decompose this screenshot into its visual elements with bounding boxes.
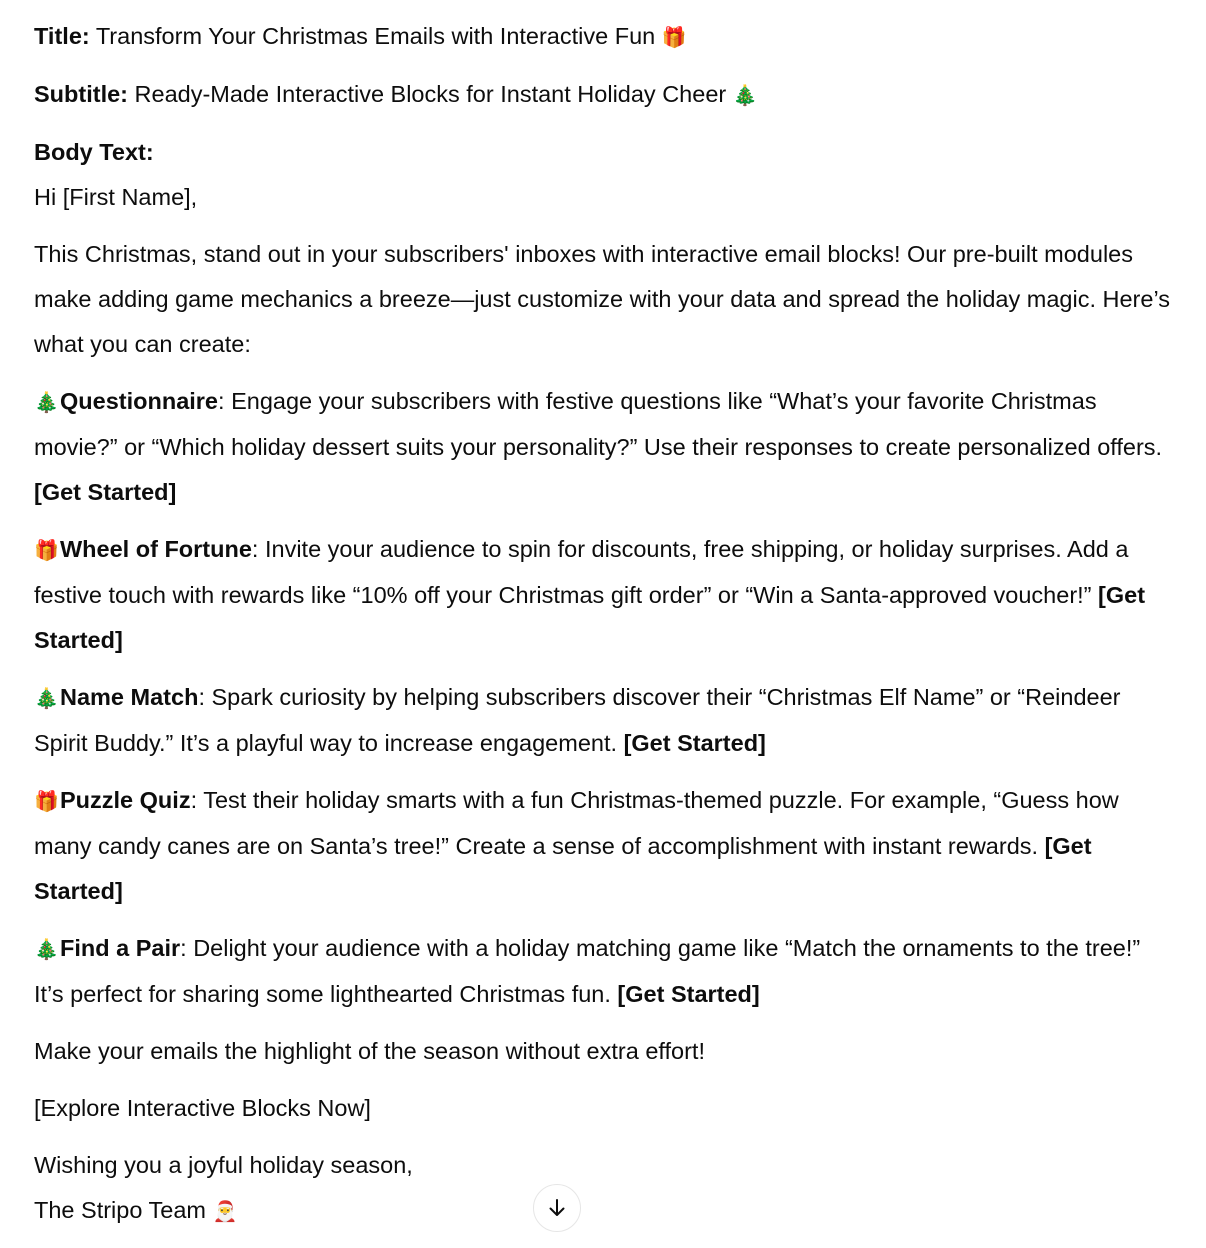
closing-line: Make your emails the highlight of the season without extra effort! (34, 1038, 705, 1064)
get-started-link[interactable]: [Get Started] (34, 833, 1092, 904)
santa-icon: 🎅 (212, 1199, 238, 1223)
gift-icon: 🎁 (34, 789, 59, 813)
message-content (34, 14, 1174, 1234)
intro-paragraph: This Christmas, stand out in your subscribers' inboxes with interactive email blocks! Our pre-built modules make adding game mechanics a breeze—just customize with your data and spread the holiday magic. Here’s what you can create: (34, 241, 1170, 357)
block-description: : Delight your audience with a holiday matching game like “Match the ornaments to the tree!” It’s perfect for sharing some lighthearted Christmas fun. (34, 935, 1141, 1007)
block-item (34, 778, 1174, 914)
greeting: Hi [First Name], (34, 184, 198, 210)
subtitle-line (34, 72, 1174, 118)
block-name: Puzzle Quiz (60, 787, 191, 813)
block-description: : Engage your subscribers with festive questions like “What’s your favorite Christmas movie?” or “Which holiday dessert suits your personality?” Use their responses to create personalized offers. (34, 388, 1163, 460)
christmas-tree-icon: 🎄 (34, 686, 59, 710)
explore-blocks-link[interactable]: [Explore Interactive Blocks Now] (34, 1095, 371, 1121)
body-label-line (34, 130, 1174, 175)
block-name: Questionnaire (60, 388, 219, 414)
block-description: : Spark curiosity by helping subscribers discover their “Christmas Elf Name” or “Reindeer Spirit Buddy.” It’s a playful way to increase engagement. (34, 684, 1121, 756)
subtitle-text: Ready-Made Interactive Blocks for Instant Holiday Cheer (128, 81, 733, 107)
christmas-tree-icon: 🎄 (34, 390, 59, 414)
block-item (34, 675, 1174, 766)
gift-icon: 🎁 (661, 25, 687, 49)
scroll-to-bottom-button[interactable] (533, 1184, 581, 1232)
get-started-link[interactable]: [Get Started] (34, 479, 177, 505)
christmas-tree-icon: 🎄 (732, 83, 758, 107)
block-description: : Test their holiday smarts with a fun Christmas-themed puzzle. For example, “Guess how many candy canes are on Santa’s tree!” Create a sense of accomplishment with instant rewards. (34, 787, 1119, 859)
block-item (34, 926, 1174, 1017)
subtitle-label: Subtitle: (34, 81, 128, 107)
title-label: Title: (34, 23, 90, 49)
signoff: Wishing you a joyful holiday season, (34, 1152, 413, 1178)
body-label: Body Text: (34, 139, 154, 165)
title-line (34, 14, 1174, 60)
block-item (34, 379, 1174, 515)
get-started-link[interactable]: [Get Started] (617, 981, 760, 1007)
block-description: : Invite your audience to spin for discounts, free shipping, or holiday surprises. Add a festive touch with rewards like “10% off your Christmas gift order” or “Win a Santa-approved voucher!” (34, 536, 1129, 608)
title-text: Transform Your Christmas Emails with Interactive Fun (89, 23, 662, 49)
block-name: Name Match (60, 684, 199, 710)
christmas-tree-icon: 🎄 (34, 937, 59, 961)
block-name: Find a Pair (60, 935, 181, 961)
get-started-link[interactable]: [Get Started] (623, 730, 766, 756)
get-started-link[interactable]: [Get Started] (34, 582, 1146, 653)
gift-icon: 🎁 (34, 538, 59, 562)
signature-text: The Stripo Team (34, 1197, 213, 1223)
block-name: Wheel of Fortune (60, 536, 252, 562)
signature (34, 1188, 1174, 1234)
arrow-down-icon (546, 1197, 568, 1219)
block-item (34, 527, 1174, 663)
